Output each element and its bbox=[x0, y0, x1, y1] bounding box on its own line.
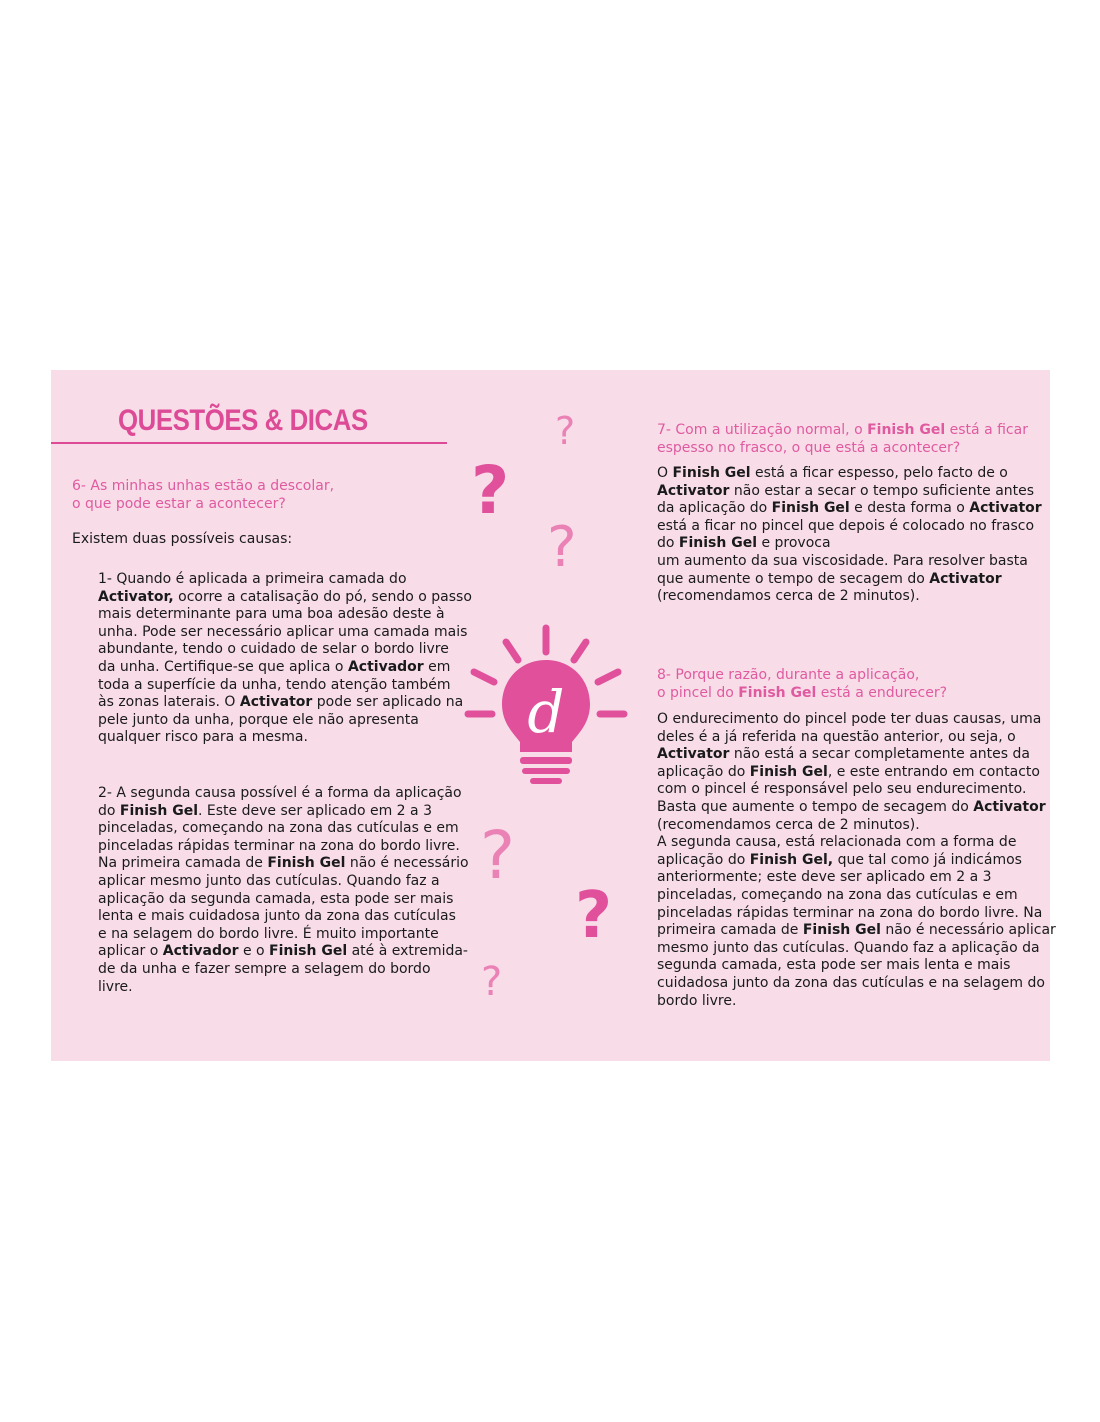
bold-term: Finish Gel bbox=[119, 802, 198, 819]
text-run: da unha. Certifique-se que aplica o bbox=[98, 658, 348, 675]
text-run: do bbox=[657, 535, 679, 552]
logo-letter: d bbox=[527, 678, 565, 746]
text-run: que tal como já indicámos bbox=[833, 851, 1022, 868]
text-line bbox=[98, 712, 472, 730]
bold-term: Finish Gel bbox=[771, 500, 850, 517]
text-line bbox=[98, 785, 469, 803]
text-run: A segunda causa, está relacionada com a forma de bbox=[657, 834, 1017, 851]
question-mark-icon: ? bbox=[471, 452, 510, 529]
bold-term: Activador bbox=[347, 658, 424, 675]
text-run: 8- Porque razão, durante a aplicação, bbox=[657, 667, 920, 683]
text-run: não é necessário aplicar bbox=[880, 922, 1056, 939]
question-6 bbox=[72, 478, 334, 513]
question-8 bbox=[657, 667, 947, 702]
question-6-cause-2 bbox=[98, 785, 469, 996]
text-run: O bbox=[657, 465, 673, 481]
question-7-line bbox=[657, 440, 1028, 458]
text-run: pinceladas rápidas terminar na zona do bordo livre. Na bbox=[657, 904, 1043, 921]
text-run: está a endurecer? bbox=[816, 684, 948, 701]
bold-term: Activador bbox=[162, 943, 239, 960]
bold-term: Finish Gel bbox=[802, 922, 881, 939]
text-line bbox=[98, 855, 469, 873]
text-line bbox=[657, 834, 1056, 852]
text-run: bordo livre. bbox=[657, 992, 737, 1009]
bold-term: Finish Gel bbox=[672, 465, 751, 481]
bold-term: Finish Gel bbox=[267, 855, 346, 872]
text-line bbox=[98, 659, 472, 677]
text-run: livre. bbox=[98, 978, 133, 995]
question-7-answer bbox=[657, 465, 1042, 606]
bold-term: Finish Gel bbox=[269, 943, 348, 960]
question-6-intro: Existem duas possíveis causas: bbox=[72, 531, 293, 547]
text-run: aplicar o bbox=[98, 943, 163, 960]
text-line bbox=[98, 943, 469, 961]
text-line bbox=[657, 940, 1056, 958]
text-line bbox=[98, 961, 469, 979]
text-run: aplicação da segunda camada, esta pode ser mais bbox=[98, 890, 454, 907]
text-line bbox=[657, 993, 1056, 1011]
question-6-line: o que pode estar a acontecer? bbox=[72, 495, 286, 512]
text-run: não é necessário bbox=[345, 855, 469, 872]
text-line bbox=[657, 535, 1042, 553]
text-line bbox=[98, 571, 472, 589]
text-run: está a ficar no pincel que depois é colocado no frasco bbox=[657, 517, 1035, 534]
question-mark-icon: ? bbox=[481, 959, 503, 1005]
question-mark-icon: ? bbox=[547, 515, 577, 580]
text-line bbox=[657, 817, 1056, 835]
question-6-line: 6- As minhas unhas estão a descolar, bbox=[72, 478, 335, 494]
text-run: mesmo junto das cutículas. Quando faz a aplicação da bbox=[657, 939, 1040, 956]
text-run: às zonas laterais. O bbox=[98, 694, 240, 711]
question-mark-icon: ? bbox=[555, 409, 576, 453]
bold-term: Finish Gel bbox=[678, 535, 757, 552]
lightbulb-logo-icon bbox=[462, 620, 630, 790]
text-run: unha. Pode ser necessário aplicar uma camada mais bbox=[98, 623, 468, 640]
text-run: (recomendamos cerca de 2 minutos). bbox=[657, 588, 920, 605]
text-line bbox=[657, 746, 1056, 764]
text-run: anteriormente; este deve ser aplicado em 2 a 3 bbox=[657, 869, 992, 886]
text-line bbox=[657, 571, 1042, 589]
text-line bbox=[657, 500, 1042, 518]
text-run: pinceladas rápidas terminar na zona do bordo livre. bbox=[98, 837, 460, 854]
text-run: 1- Quando é aplicada a primeira camada do bbox=[98, 571, 407, 587]
text-run: em bbox=[423, 658, 451, 675]
question-mark-icon: ? bbox=[480, 817, 516, 894]
bold-term: Finish Gel bbox=[738, 684, 817, 701]
text-run: e desta forma o bbox=[849, 500, 970, 517]
text-line bbox=[98, 820, 469, 838]
text-run: que aumente o tempo de secagem do bbox=[657, 570, 930, 587]
text-line bbox=[657, 781, 1056, 799]
bold-term: Activator bbox=[657, 746, 730, 763]
bold-term: Activator bbox=[973, 798, 1046, 815]
text-run: não está a secar completamente antes da bbox=[729, 746, 1030, 763]
text-line bbox=[98, 694, 472, 712]
text-line bbox=[657, 905, 1056, 923]
text-run: pinceladas, começando na zona das cutículas e em bbox=[657, 886, 1018, 903]
text-line bbox=[98, 677, 472, 695]
bold-term: Activator bbox=[929, 570, 1002, 587]
text-run: com o pincel é responsável pelo seu endurecimento. bbox=[657, 781, 1027, 798]
text-run: e provoca bbox=[757, 535, 831, 552]
text-run: está a ficar bbox=[945, 422, 1028, 438]
bold-term: Activator bbox=[969, 500, 1042, 517]
text-run: abundante, tendo o cuidado de selar o bordo livre bbox=[98, 641, 449, 658]
text-line bbox=[657, 764, 1056, 782]
text-line bbox=[98, 926, 469, 944]
text-run: aplicar mesmo junto das cutículas. Quando faz a bbox=[98, 872, 440, 889]
text-run: Na primeira camada de bbox=[98, 855, 268, 872]
text-line bbox=[98, 606, 472, 624]
bold-term: Activator, bbox=[98, 588, 174, 605]
text-run: e o bbox=[238, 943, 270, 960]
text-line bbox=[657, 518, 1042, 536]
text-run: aplicação do bbox=[657, 851, 750, 868]
text-line bbox=[657, 588, 1042, 606]
text-run: o pincel do bbox=[657, 684, 739, 701]
question-6-cause-1 bbox=[98, 571, 472, 747]
question-8-line bbox=[657, 685, 947, 703]
text-line bbox=[98, 641, 472, 659]
text-run: pinceladas, começando na zona das cutículas e em bbox=[98, 820, 459, 837]
text-run: não estar a secar o tempo suficiente antes bbox=[729, 482, 1035, 499]
text-run: . Este deve ser aplicado em 2 a 3 bbox=[198, 802, 432, 819]
question-8-line bbox=[657, 667, 947, 685]
question-mark-icon: ? bbox=[575, 879, 613, 953]
text-line bbox=[657, 799, 1056, 817]
bold-term: Finish Gel, bbox=[749, 851, 834, 868]
text-line bbox=[657, 869, 1056, 887]
text-run: do bbox=[98, 802, 120, 819]
text-run: lenta e mais cuidadosa junto da zona das cutículas bbox=[98, 908, 456, 925]
bold-term: Finish Gel bbox=[749, 763, 828, 780]
text-line bbox=[657, 975, 1056, 993]
bold-term: Activator bbox=[657, 482, 730, 499]
text-run: , e este entrando em contacto bbox=[827, 763, 1040, 780]
text-run: de da unha e fazer sempre a selagem do bordo bbox=[98, 960, 431, 977]
bold-term: Finish Gel bbox=[867, 422, 946, 438]
text-run: aplicação do bbox=[657, 763, 750, 780]
question-7-line bbox=[657, 422, 1028, 440]
text-line bbox=[657, 887, 1056, 905]
text-run: segunda camada, esta pode ser mais lenta e mais bbox=[657, 957, 1011, 974]
text-line bbox=[98, 908, 469, 926]
text-run: cuidadosa junto da zona das cutículas e na selagem do bbox=[657, 974, 1045, 991]
text-line bbox=[98, 838, 469, 856]
text-line bbox=[657, 553, 1042, 571]
text-line bbox=[98, 729, 472, 747]
text-run: primeira camada de bbox=[657, 922, 803, 939]
text-run: ocorre a catalisação do pó, sendo o passo bbox=[173, 588, 472, 605]
text-line bbox=[657, 483, 1042, 501]
text-line bbox=[98, 589, 472, 607]
text-run: da aplicação do bbox=[657, 500, 772, 517]
text-run: mais determinante para uma boa adesão deste à bbox=[98, 606, 445, 623]
text-line bbox=[98, 891, 469, 909]
text-line bbox=[657, 729, 1056, 747]
text-line bbox=[98, 624, 472, 642]
text-line bbox=[657, 852, 1056, 870]
text-run: 7- Com a utilização normal, o bbox=[657, 422, 868, 438]
text-line bbox=[98, 873, 469, 891]
page-title: QUESTÕES & DICAS bbox=[118, 404, 368, 437]
text-run: Basta que aumente o tempo de secagem do bbox=[657, 798, 974, 815]
text-run: deles é a já referida na questão anterior, ou seja, o bbox=[657, 728, 1016, 745]
text-line bbox=[657, 922, 1056, 940]
text-run: está a ficar espesso, pelo facto de o bbox=[750, 465, 1008, 481]
text-line bbox=[657, 711, 1056, 729]
text-line bbox=[98, 803, 469, 821]
text-run: espesso no frasco, o que está a acontecer? bbox=[657, 439, 961, 456]
text-run: O endurecimento do pincel pode ter duas causas, uma bbox=[657, 711, 1042, 727]
question-7 bbox=[657, 422, 1028, 457]
text-line bbox=[657, 957, 1056, 975]
text-run: pele junto da unha, porque ele não apresenta bbox=[98, 711, 419, 728]
text-run: qualquer risco para a mesma. bbox=[98, 729, 308, 746]
text-line bbox=[657, 465, 1042, 483]
text-run: e na selagem do bordo livre. É muito importante bbox=[98, 925, 439, 942]
bold-term: Activator bbox=[239, 694, 313, 711]
text-run: 2- A segunda causa possível é a forma da aplicação bbox=[98, 785, 462, 801]
title-underline bbox=[51, 442, 447, 444]
question-8-answer bbox=[657, 711, 1056, 1010]
text-run: toda a superfície da unha, tendo atenção também bbox=[98, 676, 451, 693]
text-line bbox=[98, 979, 469, 997]
text-run: até à extremida- bbox=[347, 943, 468, 960]
text-run: (recomendamos cerca de 2 minutos). bbox=[657, 816, 920, 833]
text-run: pode ser aplicado na bbox=[312, 694, 464, 711]
text-run: um aumento da sua viscosidade. Para resolver basta bbox=[657, 552, 1028, 569]
